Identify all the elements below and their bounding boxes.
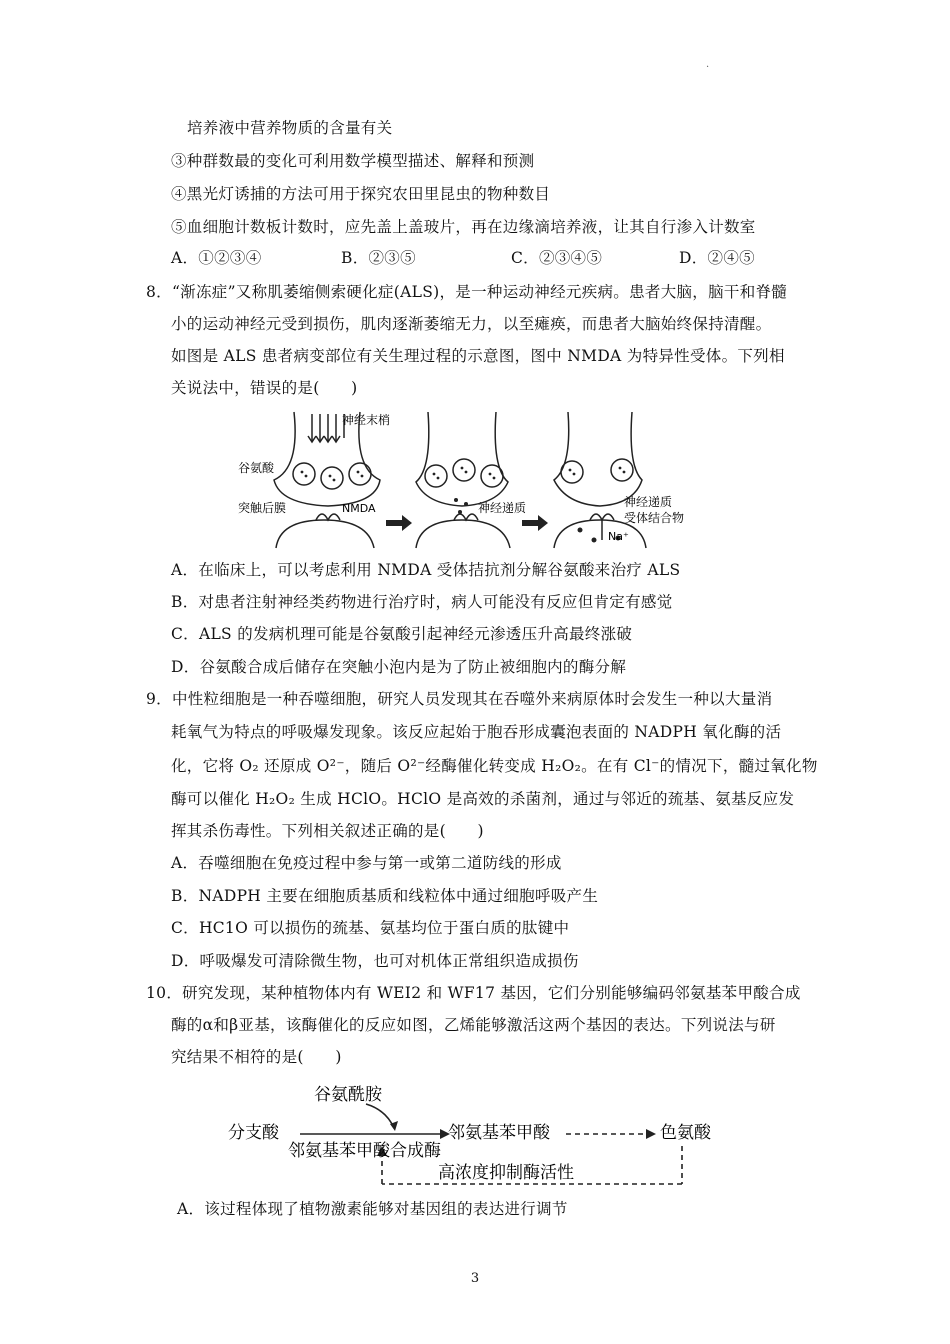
label-nmda: NMDA [342, 502, 376, 515]
q7-statement-4: ④黑光灯诱捕的方法可用于探究农田里昆虫的物种数目 [171, 185, 551, 203]
q9-option-b: B．NADPH 主要在细胞质基质和线粒体中通过细胞呼吸产生 [171, 887, 599, 905]
q7-options [171, 248, 755, 268]
pathway-diagram [226, 1076, 726, 1196]
header-mark: · [706, 62, 710, 73]
q9-line-5: 挥其杀伤毒性。下列相关叙述正确的是( ) [171, 822, 484, 840]
label-anthranilate: 邻氨基苯甲酸 [448, 1123, 550, 1143]
label-nerve-terminal: 神经末梢 [342, 413, 391, 427]
q10-line-2: 酶的α和β亚基，该酶催化的反应如图，乙烯能够激活这两个基因的表达。下列说法与研 [171, 1016, 776, 1034]
q9-line-4: 酶可以催化 H₂O₂ 生成 HClO。HClO 是高效的杀菌剂，通过与邻近的巯基、氨基反应发 [171, 790, 795, 808]
q8-line-4: 关说法中，错误的是( ) [171, 379, 358, 397]
q9-line-1: 9．中性粒细胞是一种吞噬细胞，研究人员发现其在吞噬外来病原体时会发生一种以大量消 [146, 690, 773, 708]
q10-option-a: A．该过程体现了植物激素能够对基因组的表达进行调节 [177, 1200, 568, 1218]
q7-statement-5: ⑤血细胞计数板计数时，应先盖上盖玻片，再在边缘滴培养液，让其自行渗入计数室 [171, 218, 756, 236]
q9-option-c: C．HC1O 可以损伤的巯基、氨基均位于蛋白质的肽键中 [171, 919, 570, 937]
q8-option-d: D．谷氨酸合成后储存在突触小泡内是为了防止被细胞内的酶分解 [171, 658, 627, 676]
q10-line-1: 10．研究发现，某种植物体内有 WEI2 和 WF17 基因，它们分别能够编码邻氨基苯甲酸合成 [146, 984, 801, 1002]
q7-continuation: 培养液中营养物质的含量有关 [187, 119, 393, 137]
page-number: 3 [470, 1271, 480, 1286]
label-complex-line2: 受体结合物 [624, 511, 685, 525]
q10-line-3: 究结果不相符的是( ) [171, 1048, 342, 1066]
q7-option-d: D．②④⑤ [679, 249, 755, 267]
q8-line-2: 小的运动神经元受到损伤，肌肉逐渐萎缩无力，以至瘫痪，而患者大脑始终保持清醒。 [171, 315, 772, 333]
label-neurotransmitter: 神经递质 [478, 501, 527, 515]
q9-line-3: 化，它将 O₂ 还原成 O²⁻，随后 O²⁻经酶催化转变成 H₂O₂。在有 Cl⁻的情况下，髓过氧化物 [171, 757, 818, 775]
q8-line-1: 8．“渐冻症”又称肌萎缩侧索硬化症(ALS)，是一种运动神经元疾病。患者大脑，脑干和脊髓 [146, 283, 788, 301]
q7-option-a: A．①②③④ [171, 249, 262, 267]
label-na-ion: Na⁺ [608, 530, 629, 543]
label-inhibition: 高浓度抑制酶活性 [438, 1163, 574, 1183]
label-tryptophan: 色氨酸 [660, 1123, 711, 1143]
q9-line-2: 耗氧气为特点的呼吸爆发现象。该反应起始于胞吞形成囊泡表面的 NADPH 氧化酶的活 [171, 723, 782, 741]
q9-option-d: D．呼吸爆发可清除微生物，也可对机体正常组织造成损伤 [171, 952, 579, 970]
q8-option-c: C．ALS 的发病机理可能是谷氨酸引起神经元渗透压升高最终涨破 [171, 625, 633, 643]
label-postsynaptic-membrane: 突触后膜 [238, 501, 287, 515]
q8-option-b: B．对患者注射神经类药物进行治疗时，病人可能没有反应但肯定有感觉 [171, 593, 673, 611]
q7-option-c: C．②③④⑤ [511, 249, 603, 267]
q7-statement-3: ③种群数最的变化可利用数学模型描述、解释和预测 [171, 152, 535, 170]
label-enzyme: 邻氨基苯甲酸合成酶 [288, 1141, 441, 1161]
label-glutamate: 谷氨酸 [238, 461, 275, 475]
label-glutamine: 谷氨酰胺 [314, 1085, 382, 1105]
q9-option-a: A．吞噬细胞在免疫过程中参与第一或第二道防线的形成 [171, 854, 562, 872]
q8-line-3: 如图是 ALS 患者病变部位有关生理过程的示意图，图中 NMDA 为特异性受体。下列相 [171, 347, 785, 365]
label-complex-line1: 神经递质 [624, 495, 673, 509]
label-chorismate: 分支酸 [228, 1123, 279, 1143]
q8-option-a: A．在临床上，可以考虑利用 NMDA 受体拮抗剂分解谷氨酸来治疗 ALS [171, 561, 681, 579]
q7-option-b: B．②③⑤ [341, 249, 416, 267]
synapse-diagram [236, 408, 706, 554]
